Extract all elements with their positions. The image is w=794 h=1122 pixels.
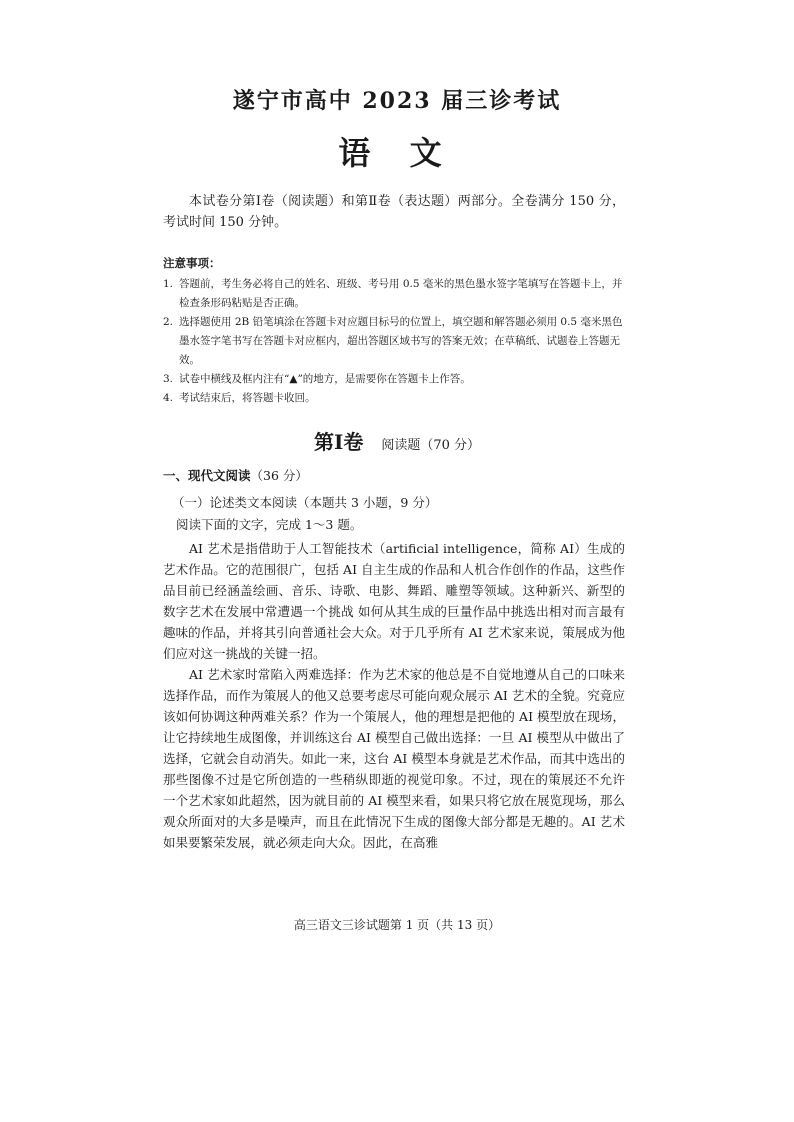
- notice-item: [163, 275, 625, 313]
- section-score: （36 分）: [250, 468, 308, 483]
- part-heading: [0, 426, 794, 455]
- subject-title: 语 文: [338, 134, 456, 172]
- article-body: [163, 538, 625, 853]
- section-title: 一、现代文阅读: [163, 468, 251, 483]
- notice-item-text: 答题前，考生务必将自己的姓名、班级、考号用 0.5 毫米的黑色墨水签字笔填写在答题卡上，并检查条形码粘贴是否正确。: [179, 278, 623, 309]
- notice-item: [163, 389, 625, 408]
- notice-list: [163, 275, 625, 408]
- notice-item-number: 2.: [163, 316, 174, 328]
- notice-item-text: 选择题使用 2B 铅笔填涂在答题卡对应题目标号的位置上，填空题和解答题必须用 0.5 毫米黑色墨水签字笔书写在答题卡对应框内，超出答题区域书写的答案无效；在草稿纸、试题卷上答题无效。: [179, 316, 623, 366]
- notice-title: 注意事项：: [163, 256, 221, 270]
- article-paragraph: AI 艺术家时常陷入两难选择：作为艺术家的他总是不自觉地遵从自己的口味来选择作品，而作为策展人的他又总要考虑尽可能向观众展示 AI 艺术的全貌。究竟应该如何协调这种两难关系？作为一个策展人，他的理想是把他的 AI 模型放在现场，让它持续地生成图像，并训练这台 AI 模型自己做出选择：一旦 AI 模型从中做出了选择，它就会自动消失。如此一来，这台 AI 模型本身就是艺术作品，而其中选出的那些图像不过是它所创造的一些稍纵即逝的视觉印象。不过，现在的策展还不允许一个艺术家如此超然，因为就目前的 AI 模型来看，如果只将它放在展览现场，那么观众所面对的大多是噪声，而且在此情况下生成的图像大部分都是无趣的。AI 艺术如果要繁荣发展，就必须走向大众。因此，在高雅: [163, 667, 625, 850]
- notice-item-text: 试卷中横线及框内注有“▲”的地方，是需要你在答题卡上作答。: [179, 373, 471, 385]
- part-subtitle: 阅读题（70 分）: [381, 438, 481, 453]
- exam-intro: 本试卷分第Ⅰ卷（阅读题）和第Ⅱ卷（表达题）两部分。全卷满分 150 分，考试时间 150 分钟。: [163, 194, 625, 230]
- exam-title: 遂宁市高中 2023 届三诊考试: [232, 88, 562, 114]
- notice-item-number: 1.: [163, 278, 174, 290]
- subsection-title: （一）论述类文本阅读（本题共 3 小题，9 分）: [172, 495, 438, 510]
- reading-instruction: 阅读下面的文字，完成 1～3 题。: [176, 517, 363, 532]
- notice-item: [163, 370, 625, 389]
- section-heading: [163, 466, 308, 484]
- notice-item-text: 考试结束后，将答题卡收回。: [179, 392, 316, 404]
- notice-item-number: 3.: [163, 373, 174, 385]
- article-paragraph: AI 艺术是指借助于人工智能技术（artificial intelligence，简称 AI）生成的艺术作品。它的范围很广，包括 AI 自主生成的作品和人机合作创作的作品，这些作品目前已经涵盖绘画、音乐、诗歌、电影、舞蹈、雕塑等领域。这种新兴、新型的数字艺术在发展中常遭遇一个挑战 如何从其生成的巨量作品中挑选出相对而言最有趣味的作品，并将其引向普通社会大众。对于几乎所有 AI 艺术家来说，策展成为他们应对这一挑战的关键一招。: [163, 541, 625, 661]
- notice-item-number: 4.: [163, 392, 174, 404]
- part-title: 第Ⅰ卷: [313, 430, 364, 454]
- page-footer: 高三语文三诊试题第 1 页（共 13 页）: [293, 918, 501, 932]
- notice-item: [163, 313, 625, 370]
